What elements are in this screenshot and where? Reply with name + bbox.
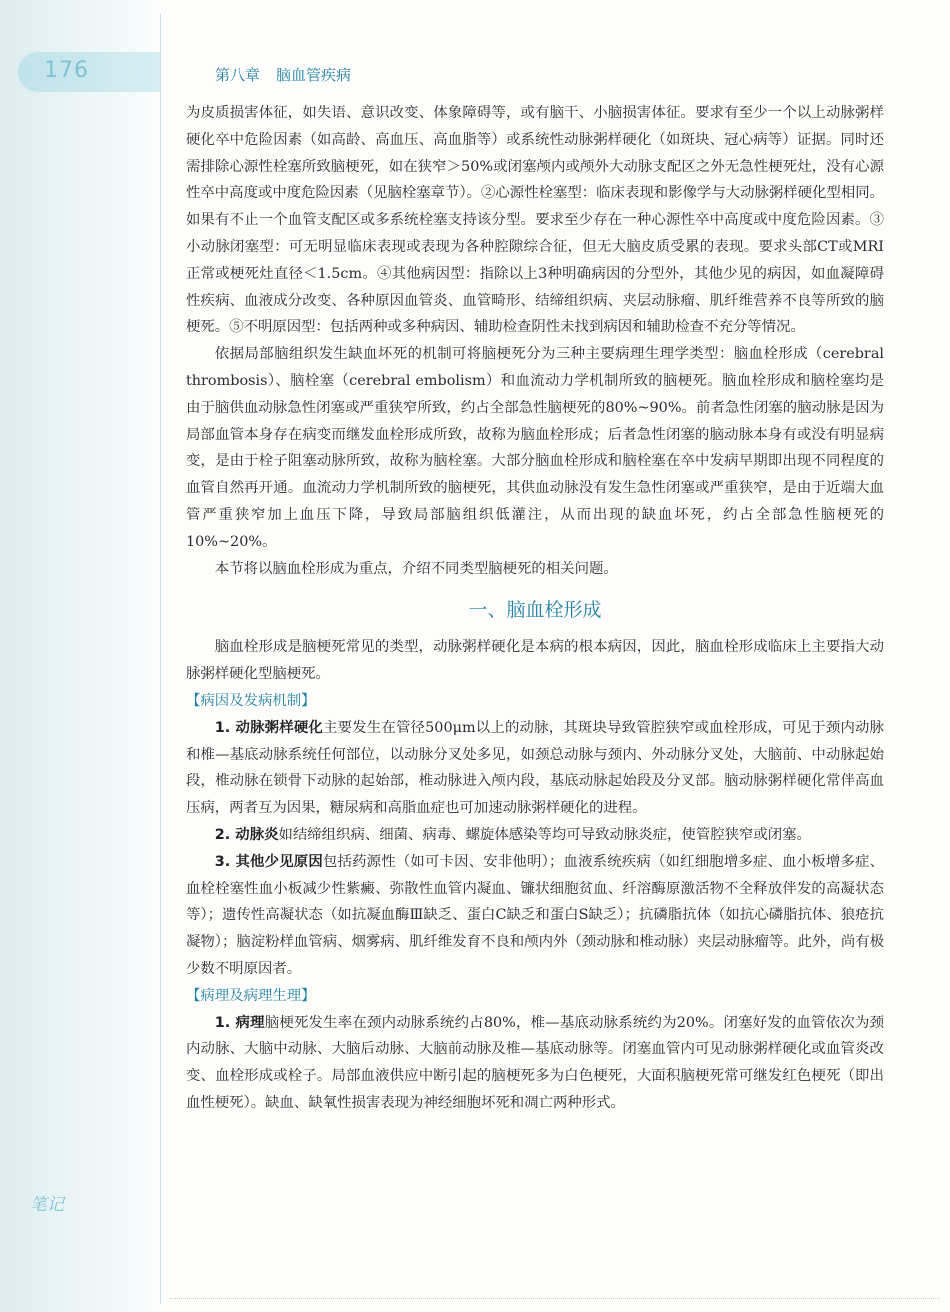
chapter-number: 第八章 (215, 66, 261, 84)
etiology-item (186, 849, 884, 983)
etiology-item (186, 715, 884, 822)
item-heading (215, 827, 279, 843)
item-text: 如结缔组织病、细菌、病毒、螺旋体感染等均可导致动脉炎症，使管腔狭窄或闭塞。 (278, 826, 811, 843)
item-title: 病理 (235, 1014, 265, 1031)
item-heading (215, 1015, 265, 1031)
pathology-item (186, 1010, 884, 1117)
item-number: 1. (214, 719, 231, 736)
pathology-heading: 【病理及病理生理】 (186, 987, 316, 1004)
item-text: 包括药源性（如可卡因、安非他明）；血液系统疾病（如红细胞增多症、血小板增多症、血栓栓塞性血小板减少性紫癜、弥散性血管内凝血、镰状细胞贫血、纤溶酶原激活物不全释放伴发的高凝状态等）；遗传性高凝状态（如抗凝血酶Ⅲ缺乏、蛋白C缺乏和蛋白S缺乏）；抗磷脂抗体（如抗心磷脂抗体、狼疮抗凝物）；脑淀粉样血管病、烟雾病、肌纤维发育不良和颅内外（颈动脉和椎动脉）夹层动脉瘤等。此外，尚有极少数不明原因者。 (186, 853, 884, 977)
paragraph-mechanism: 依据局部脑组织发生缺血坏死的机制可将脑梗死分为三种主要病理生理学类型：脑血栓形成（cerebral thrombosis）、脑栓塞（cerebral embolism）和血流动力学机制所致的脑梗死。脑血栓形成和脑栓塞均是由于脑供血动脉急性闭塞或严重狭窄所致，约占全部急性脑梗死的80%~90%。前者急性闭塞的脑动脉是因为局部血管本身存在病变而继发血栓形成所致，故称为脑血栓形成；后者急性闭塞的脑动脉本身有或没有明显病变，是由于栓子阻塞动脉所致，故称为脑栓塞。大部分脑血栓形成和脑栓塞在卒中发病早期即出现不同程度的血管自然再开通。血流动力学机制所致的脑梗死，其供血动脉没有发生急性闭塞或严重狭窄，是由于近端大血管严重狭窄加上血压下降，导致局部脑组织低灌注，从而出现的缺血坏死，约占全部急性脑梗死的10%~20%。 (186, 346, 884, 550)
item-number: 1. (214, 1014, 231, 1031)
item-heading (215, 854, 323, 870)
margin-band (0, 0, 160, 1312)
item-number: 2. (214, 826, 231, 843)
margin-rule (160, 14, 161, 1304)
section-intro: 脑血栓形成是脑梗死常见的类型，动脉粥样硬化是本病的根本病因，因此，脑血栓形成临床上主要指大动脉粥样硬化型脑梗死。 (186, 639, 884, 683)
page-number-badge (18, 52, 160, 92)
page-number: 176 (44, 58, 89, 83)
item-text: 主要发生在管径500μm以上的动脉，其斑块导致管腔狭窄或血栓形成，可见于颈内动脉和椎—基底动脉系统任何部位，以动脉分叉处多见，如颈总动脉与颈内、外动脉分叉处，大脑前、中动脉起始段，椎动脉在锁骨下动脉的起始部，椎动脉进入颅内段，基底动脉起始段及分叉部。脑动脉粥样硬化常伴高血压病，两者互为因果，糖尿病和高脂血症也可加速动脉粥样硬化的进程。 (186, 719, 885, 817)
chapter-title: 脑血管疾病 (276, 66, 352, 84)
paragraph-focus: 本节将以脑血栓形成为重点，介绍不同类型脑梗死的相关问题。 (214, 560, 618, 577)
item-title: 动脉粥样硬化 (235, 719, 324, 736)
item-heading (215, 720, 323, 736)
item-number: 3. (214, 853, 231, 870)
bottom-dotted-rule (170, 1298, 940, 1300)
item-title: 其他少见原因 (235, 853, 323, 870)
notes-label: 笔记 (30, 1195, 64, 1215)
chapter-header (215, 64, 351, 85)
section-title: 一、脑血栓形成 (468, 599, 602, 622)
item-text: 脑梗死发生率在颈内动脉系统约占80%，椎—基底动脉系统约为20%。闭塞好发的血管依次为颈内动脉、大脑中动脉、大脑后动脉、大脑前动脉及椎—基底动脉等。闭塞血管内可见动脉粥样硬化或血管炎改变、血栓形成或栓子。局部血液供应中断引起的脑梗死多为白色梗死，大面积脑梗死常可继发红色梗死（即出血性梗死）。缺血、缺氧性损害表现为神经细胞坏死和凋亡两种形式。 (186, 1014, 884, 1111)
page-body (186, 100, 884, 1117)
item-title: 动脉炎 (235, 826, 279, 843)
paragraph-continuation: 为皮质损害体征，如失语、意识改变、体象障碍等，或有脑干、小脑损害体征。要求有至少一个以上动脉粥样硬化卒中危险因素（如高龄、高血压、高血脂等）或系统性动脉粥样硬化（如斑块、冠心病等）证据。同时还需排除心源性栓塞所致脑梗死，如在狭窄＞50%或闭塞颅内或颅外大动脉支配区之外无急性梗死灶，没有心源性卒中高度或中度危险因素（见脑栓塞章节）。②心源性栓塞型：临床表现和影像学与大动脉粥样硬化型相同。如果有不止一个血管支配区或多系统栓塞支持该分型。要求至少存在一种心源性卒中高度或中度危险因素。③小动脉闭塞型：可无明显临床表现或表现为各种腔隙综合征，但无大脑皮质受累的表现。要求头部CT或MRI正常或梗死灶直径＜1.5cm。④其他病因型：指除以上3种明确病因的分型外，其他少见的病因，如血凝障碍性疾病、血液成分改变、各种原因血管炎、血管畸形、结缔组织病、夹层动脉瘤、肌纤维营养不良等所致的脑梗死。⑤不明原因型：包括两种或多种病因、辅助检查阴性未找到病因和辅助检查不充分等情况。 (186, 105, 884, 336)
etiology-heading: 【病因及发病机制】 (186, 692, 316, 709)
etiology-item (186, 822, 884, 849)
